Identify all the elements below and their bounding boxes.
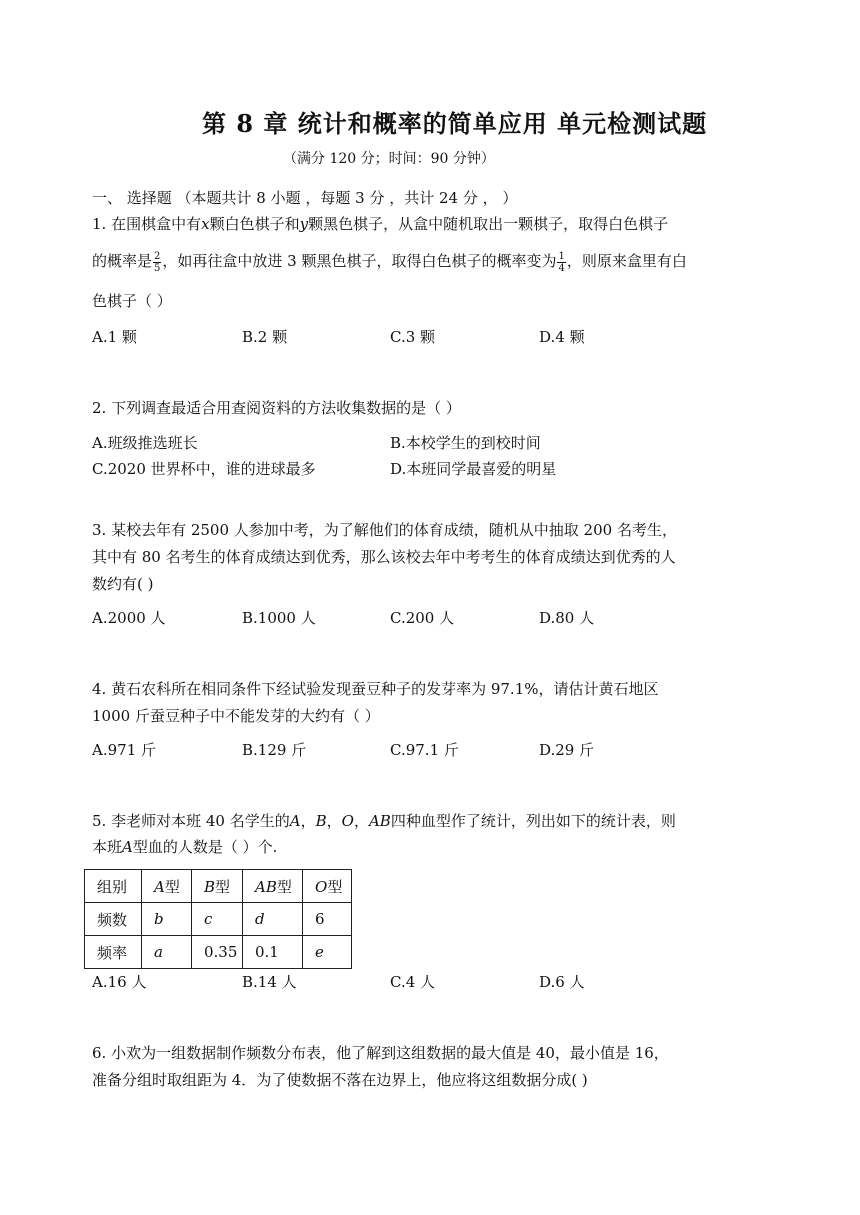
q1-option-d: D.4 颗 [539, 328, 585, 346]
table-cell: 0.1 [243, 936, 303, 969]
table-cell: b [142, 903, 192, 936]
table-cell: 6 [303, 903, 352, 936]
table-cell: d [243, 903, 303, 936]
fraction: $\frac{1}{4}$ [558, 250, 565, 274]
q5-line2: 本班A型血的人数是（ ）个. [92, 838, 278, 856]
q1-line1: 1. 在围棋盒中有x颗白色棋子和y颗黑色棋子，从盒中随机取出一颗棋子，取得白色棋子 [92, 215, 669, 233]
table-cell: O型 [303, 870, 352, 903]
q4-option-a: A.971 斤 [92, 741, 156, 759]
q1-option-a: A.1 颗 [92, 328, 137, 346]
table-cell: 0.35 [192, 936, 243, 969]
q4-option-b: B.129 斤 [242, 741, 307, 759]
table-cell: e [303, 936, 352, 969]
math-var: x [201, 215, 210, 233]
q6-line2: 准备分组时取组距为 4．为了使数据不落在边界上，他应将这组数据分成( ) [92, 1071, 588, 1089]
q3-line2: 其中有 80 名考生的体育成绩达到优秀，那么该校去年中考考生的体育成绩达到优秀的人 [92, 548, 676, 566]
q5-line1: 5. 李老师对本班 40 名学生的A，B，O，AB四种血型作了统计，列出如下的统计表，则 [92, 812, 676, 830]
table-cell: 组别 [85, 870, 142, 903]
table-cell: 频率 [85, 936, 142, 969]
q4-option-d: D.29 斤 [539, 741, 595, 759]
q6-line1: 6. 小欢为一组数据制作频数分布表，他了解到这组数据的最大值是 40，最小值是 16， [92, 1044, 669, 1062]
table-row [85, 870, 352, 903]
q3-option-d: D.80 人 [539, 609, 595, 627]
table-cell: c [192, 903, 243, 936]
q2-text: 2. 下列调查最适合用查阅资料的方法收集数据的是（ ） [92, 399, 461, 417]
q1-option-c: C.3 颗 [390, 328, 436, 346]
q4-line1: 4. 黄石农科所在相同条件下经试验发现蚕豆种子的发芽率为 97.1%，请估计黄石地区 [92, 680, 659, 698]
table-cell: B型 [192, 870, 243, 903]
q4-line2: 1000 斤蚕豆种子中不能发芽的大约有（ ） [92, 707, 380, 725]
blood-type-table [84, 869, 352, 969]
q2-option-d: D.本班同学最喜爱的明星 [390, 460, 557, 478]
q2-option-c: C.2020 世界杯中，谁的进球最多 [92, 460, 316, 478]
page-title: 第 8 章 统计和概率的简单应用 单元检测试题 [202, 109, 708, 138]
table-cell: 频数 [85, 903, 142, 936]
table-cell: AB型 [243, 870, 303, 903]
table-row [85, 903, 352, 936]
table-cell: A型 [142, 870, 192, 903]
q5-option-c: C.4 人 [390, 973, 436, 991]
fraction: $\frac{2}{5}$ [154, 250, 161, 274]
section-heading: 一、 选择题 （本题共计 8 小题 ，每题 3 分 ，共计 24 分 ， ） [92, 189, 518, 207]
page-subtitle: （满分 120 分；时间：90 分钟） [283, 151, 495, 167]
q3-option-b: B.1000 人 [242, 609, 316, 627]
table-cell: a [142, 936, 192, 969]
q1-line3: 色棋子（ ） [92, 292, 172, 310]
q5-option-a: A.16 人 [92, 973, 147, 991]
q4-option-c: C.97.1 斤 [390, 741, 459, 759]
q5-option-b: B.14 人 [242, 973, 297, 991]
q3-option-a: A.2000 人 [92, 609, 166, 627]
math-var: y [299, 215, 309, 233]
q2-option-b: B.本校学生的到校时间 [390, 434, 541, 452]
q2-option-a: A.班级推选班长 [92, 434, 198, 452]
q1-option-b: B.2 颗 [242, 328, 288, 346]
q5-option-d: D.6 人 [539, 973, 585, 991]
q3-option-c: C.200 人 [390, 609, 455, 627]
q3-line3: 数约有( ) [92, 575, 154, 593]
table-row [85, 936, 352, 969]
q3-line1: 3. 某校去年有 2500 人参加中考，为了解他们的体育成绩，随机从中抽取 200 名考生， [92, 521, 677, 539]
q1-line2: 的概率是 $\frac{2}{5}$ ，如再往盒中放进 3 颗黑色棋子，取得白色棋子的概率变为 $\frac{1}{4}$ ，则原来盒里有白 [92, 250, 687, 274]
